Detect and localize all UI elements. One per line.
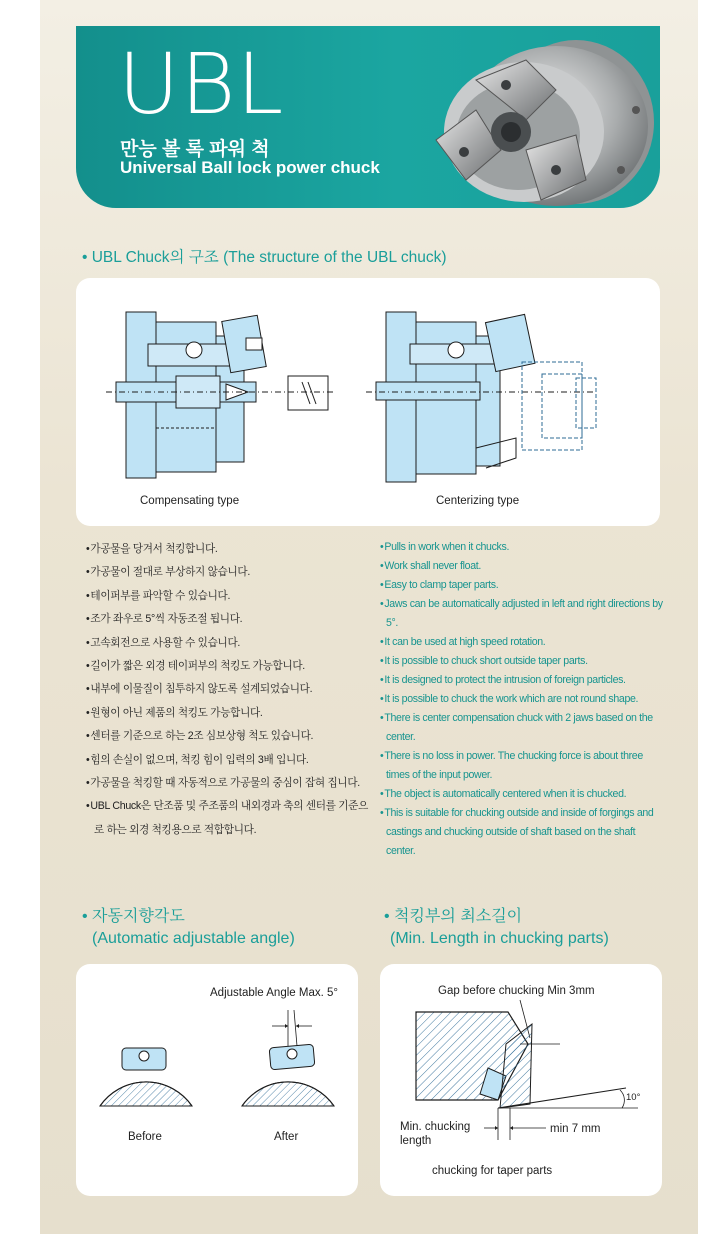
min-length-title-english: (Min. Length in chucking parts) <box>390 929 609 947</box>
min-length-diagram <box>380 964 662 1196</box>
korean-feature-list <box>86 538 368 842</box>
adjustable-angle-card <box>76 964 358 1196</box>
chuck-photo-illustration <box>406 40 656 208</box>
centerizing-caption: Centerizing type <box>436 495 520 507</box>
english-feature-list <box>380 538 664 861</box>
min-length-section-title <box>384 906 609 949</box>
korean-feature-item: • 가공물이 절대로 부상하지 않습니다. <box>86 561 368 584</box>
before-jaw-diagram <box>100 1048 192 1106</box>
after-jaw-diagram <box>242 1010 334 1106</box>
structure-diagram-card <box>76 278 660 526</box>
taper-angle-label: 10° <box>626 1092 641 1103</box>
product-subtitle-english: Universal Ball lock power chuck <box>120 158 380 177</box>
angle-section-title <box>82 906 295 949</box>
english-feature-item: • Jaws can be automatically adjusted in left and right directions by 5°. <box>380 595 664 633</box>
adjustable-angle-label: Adjustable Angle Max. 5° <box>210 987 338 999</box>
english-feature-item: • Work shall never float. <box>380 557 664 576</box>
after-label: After <box>274 1131 299 1143</box>
gap-label: Gap before chucking Min 3mm <box>438 985 595 997</box>
korean-feature-item: • UBL Chuck은 단조품 및 주조품의 내외경과 축의 센터를 기준으로 하는 외경 척킹용으로 적합합니다. <box>86 795 368 842</box>
english-feature-item: • It can be used at high speed rotation. <box>380 633 664 652</box>
korean-feature-item: • 길이가 짧은 외경 테이퍼부의 척킹도 가능합니다. <box>86 655 368 678</box>
korean-feature-item: • 가공물을 척킹할 때 자동적으로 가공물의 중심이 잡혀 집니다. <box>86 772 368 795</box>
header-banner <box>76 26 660 208</box>
min-length-card <box>380 964 662 1196</box>
korean-feature-item: • 고속회전으로 사용할 수 있습니다. <box>86 632 368 655</box>
korean-feature-item: • 가공물을 당겨서 척킹합니다. <box>86 538 368 561</box>
english-feature-item: • There is center compensation chuck with 2 jaws based on the center. <box>380 709 664 747</box>
english-feature-item: • It is possible to chuck the work which are not round shape. <box>380 690 664 709</box>
korean-feature-item: • 테이퍼부를 파악할 수 있습니다. <box>86 585 368 608</box>
before-label: Before <box>128 1131 162 1143</box>
english-feature-item: • There is no loss in power. The chucking force is about three times of the input power. <box>380 747 664 785</box>
korean-feature-item: • 조가 좌우로 5°씩 자동조절 됩니다. <box>86 608 368 631</box>
structure-section-title: • UBL Chuck의 구조 (The structure of the UBL chuck) <box>82 249 447 266</box>
product-subtitle-korean: 만능 볼 록 파워 척 <box>120 139 270 160</box>
angle-title-korean: • 자동지향각도 <box>82 908 185 925</box>
english-feature-item: • It is possible to chuck short outside taper parts. <box>380 652 664 671</box>
angle-title-english: (Automatic adjustable angle) <box>92 929 295 947</box>
english-feature-item: • Easy to clamp taper parts. <box>380 576 664 595</box>
english-feature-item: • Pulls in work when it chucks. <box>380 538 664 557</box>
min-length-title-korean: • 척킹부의 최소길이 <box>384 908 523 925</box>
min-chucking-label: Min. chucking <box>400 1121 471 1133</box>
korean-feature-item: • 내부에 이물질이 침투하지 않도록 설계되었습니다. <box>86 678 368 701</box>
adjustable-angle-diagram <box>76 964 358 1196</box>
min-mm-label: min 7 mm <box>550 1123 601 1135</box>
korean-feature-item: • 센터를 기준으로 하는 2조 심보상형 척도 있습니다. <box>86 725 368 748</box>
compensating-type-diagram <box>106 312 336 478</box>
english-feature-item: • The object is automatically centered when it is chucked. <box>380 785 664 804</box>
min-chucking-length-label: length <box>400 1135 432 1147</box>
product-title: UBL <box>118 35 285 133</box>
english-feature-item: • It is designed to protect the intrusion of foreign particles. <box>380 671 664 690</box>
centerizing-type-diagram <box>366 312 596 482</box>
compensating-caption: Compensating type <box>140 495 240 507</box>
korean-feature-item: • 원형이 아닌 제품의 척킹도 가능합니다. <box>86 702 368 725</box>
korean-feature-item: • 힘의 손실이 없으며, 척킹 힘이 입력의 3배 입니다. <box>86 749 368 772</box>
taper-parts-label: chucking for taper parts <box>432 1165 553 1177</box>
english-feature-item: • This is suitable for chucking outside and inside of forgings and castings and chucking outside of shaft based on the shaft center. <box>380 804 664 861</box>
structure-diagrams <box>76 278 660 526</box>
